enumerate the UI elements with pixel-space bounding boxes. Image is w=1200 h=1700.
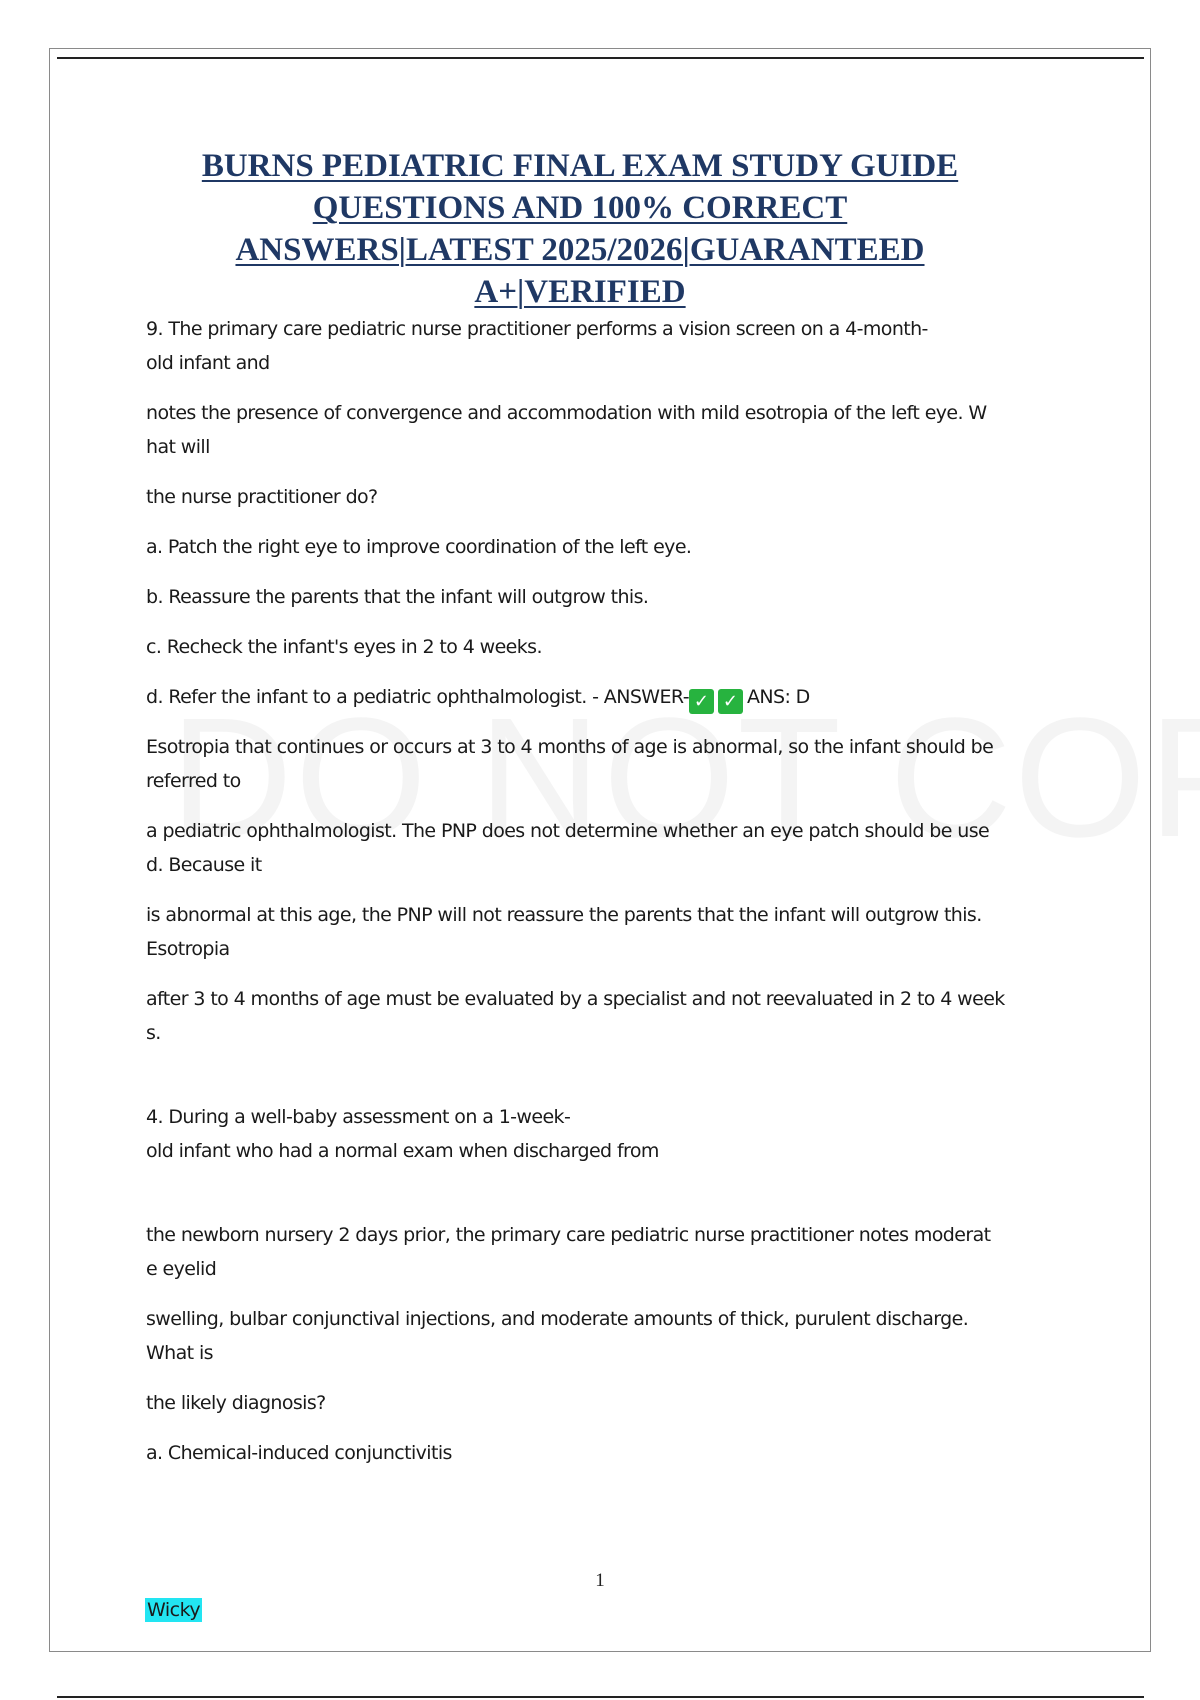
header-rule xyxy=(57,57,1144,59)
title-line-2: QUESTIONS AND 100% CORRECT xyxy=(312,190,848,226)
q4-stem-part-4: the likely diagnosis? xyxy=(146,1392,326,1414)
check-mark-icon: ✓ xyxy=(689,689,714,714)
q9-rationale-1: Esotropia that continues or occurs at 3 to 4 months of age is abnormal, so the infant should be referred to xyxy=(146,736,994,792)
title-line-3: ANSWERS|LATEST 2025/2026|GUARANTEED xyxy=(235,232,925,268)
check-mark-icon: ✓ xyxy=(718,689,743,714)
title-line-4: A+|VERIFIED xyxy=(474,274,686,310)
q4-stem-part-2: the newborn nursery 2 days prior, the primary care pediatric nurse practitioner notes moderat e eyelid xyxy=(146,1224,991,1280)
q4-stem-part-1: 4. During a well-baby assessment on a 1-week- old infant who had a normal exam when discharged from xyxy=(146,1106,659,1162)
q9-rationale-3: is abnormal at this age, the PNP will not reassure the parents that the infant will outgrow this. Esotropia xyxy=(146,904,982,960)
q9-stem-part-2: notes the presence of convergence and accommodation with mild esotropia of the left eye. W hat will xyxy=(146,402,987,458)
q9-option-c: c. Recheck the infant's eyes in 2 to 4 weeks. xyxy=(146,636,542,658)
q9-stem-part-1: 9. The primary care pediatric nurse practitioner performs a vision screen on a 4-month- old infant and xyxy=(146,318,928,374)
q9-stem-part-3: the nurse practitioner do? xyxy=(146,486,378,508)
q9-option-b: b. Reassure the parents that the infant will outgrow this. xyxy=(146,586,649,608)
page-number: 1 xyxy=(595,1570,605,1591)
document-title xyxy=(140,145,1020,313)
answer-key: ANS: D xyxy=(746,686,810,708)
q9-option-d: d. Refer the infant to a pediatric ophthalmologist. - ANSWER- ✓ ✓ ANS: D xyxy=(146,686,810,712)
q4-stem-part-3: swelling, bulbar conjunctival injections, and moderate amounts of thick, purulent discharge. What is xyxy=(146,1308,969,1364)
author-label: Wicky xyxy=(147,1599,201,1621)
q9-rationale-2: a pediatric ophthalmologist. The PNP does not determine whether an eye patch should be use d. Because it xyxy=(146,820,990,876)
document-body xyxy=(146,312,1066,1486)
footer-rule xyxy=(57,1696,1144,1698)
q4-option-a: a. Chemical-induced conjunctivitis xyxy=(146,1442,452,1464)
q9-rationale-4: after 3 to 4 months of age must be evaluated by a specialist and not reevaluated in 2 to 4 week s. xyxy=(146,988,1005,1044)
q9-option-a: a. Patch the right eye to improve coordination of the left eye. xyxy=(146,536,692,558)
title-line-1: BURNS PEDIATRIC FINAL EXAM STUDY GUIDE xyxy=(201,148,959,184)
